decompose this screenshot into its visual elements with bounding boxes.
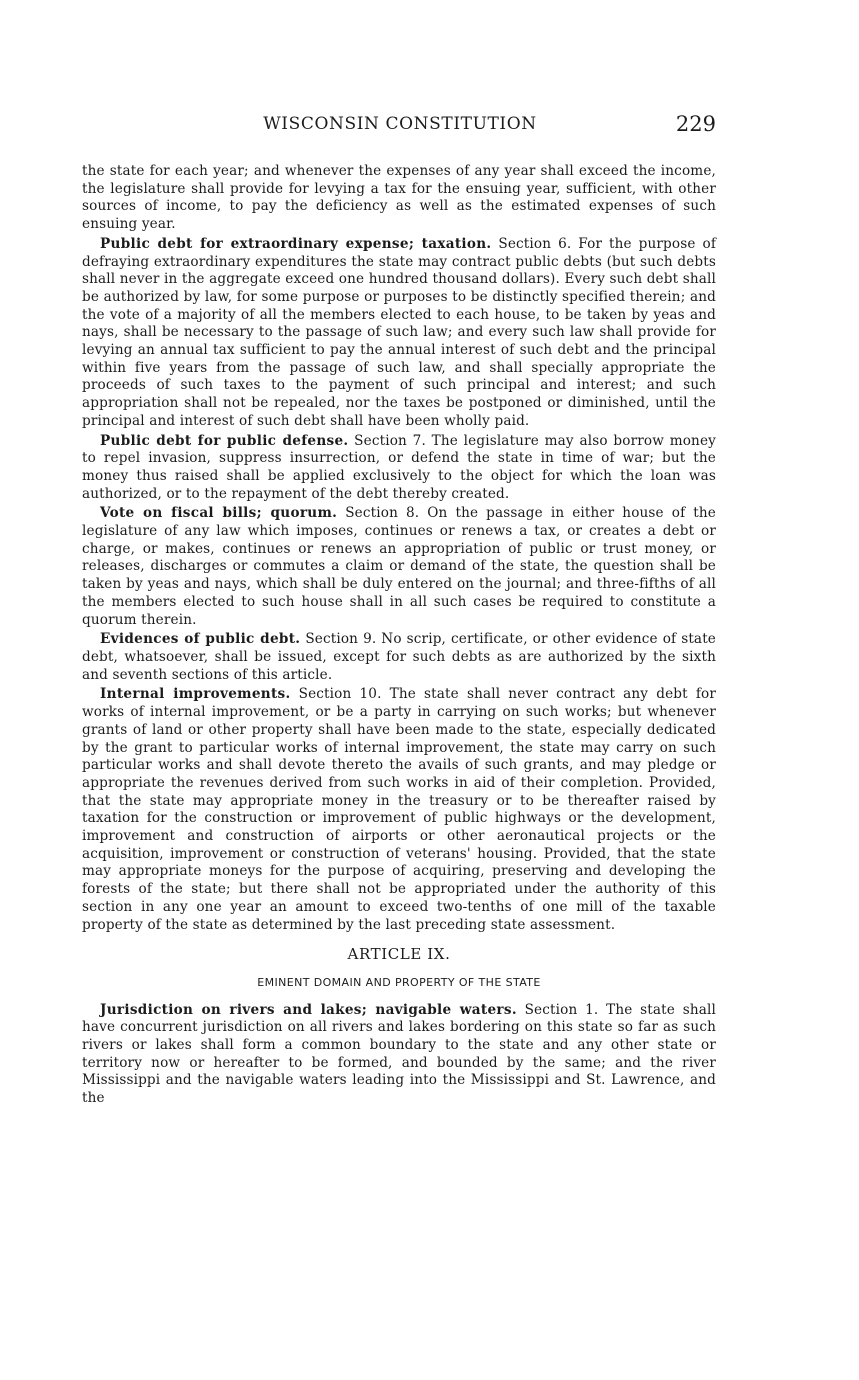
article-ix-section-1-heading: Jurisdiction on rivers and lakes; navigable waters. bbox=[100, 1001, 517, 1018]
page-number: 229 bbox=[675, 112, 716, 136]
section-7-heading: Public debt for public defense. bbox=[100, 432, 349, 449]
article-title: ARTICLE IX. bbox=[347, 945, 451, 964]
article-ix-section-1-paragraph bbox=[82, 1002, 716, 1108]
section-8-heading: Vote on fiscal bills; quorum. bbox=[100, 505, 338, 522]
page-header bbox=[84, 112, 716, 140]
article-subtitle: EMINENT DOMAIN AND PROPERTY OF THE STATE bbox=[257, 975, 541, 989]
article-ix-section-1-text: Section 1. The state shall have concurrent jurisdiction on all rivers and lakes bordering on this state so far as such rivers or lakes shall form a common boundary to the state and any other state or territory now or hereafter to be formed, and bounded by the same; and the river Mississippi and the navigable waters leading into the Mississippi and St. Lawrence, and the bbox=[82, 1001, 716, 1107]
section-8-text: Section 8. On the passage in either house of the legislature of any law which imposes, continues or renews a tax, or creates a debt or charge, or makes, continues or renews an appropriation of public or trust money, or releases, discharges or commutes a claim or demand of the state, the question shall be taken by yeas and nays, which shall be duly entered on the journal; and three-fifths of all the members elected to such house shall in all such cases be required to constitute a quorum therein. bbox=[82, 505, 716, 628]
paragraph-continuation bbox=[82, 163, 716, 234]
section-7-paragraph bbox=[82, 433, 716, 504]
paragraph-text: the state for each year; and whenever the expenses of any year shall exceed the income, the legislature shall provide for levying a tax for the ensuing year, sufficient, with other sources of income, to pay the deficiency as well as the estimated expenses of such ensuing year. bbox=[82, 163, 716, 233]
section-6-heading: Public debt for extraordinary expense; taxation. bbox=[100, 235, 492, 252]
section-9-text: Section 9. No scrip, certificate, or other evidence of state debt, whatsoever, shall be issued, except for such debts as are authorized by the sixth and seventh sections of this article. bbox=[82, 631, 716, 683]
section-8-paragraph bbox=[82, 505, 716, 629]
section-9-heading: Evidences of public debt. bbox=[100, 631, 301, 648]
section-6-paragraph bbox=[82, 236, 716, 431]
section-10-heading: Internal improvements. bbox=[100, 686, 291, 703]
body-text bbox=[82, 163, 716, 1110]
section-6-text: Section 6. For the purpose of defraying extraordinary expenditures the state may contract public debts (but such debts shall never in the aggregate exceed one hundred thousand dollars). Every such debt shall be authorized by law, for some purpose or purposes to be distinctly specified therein; and the vote of a majority of all the members elected to each house, to be taken by yeas and nays, shall be necessary to the passage of such law; and every such law shall provide for levying an annual tax sufficient to pay the annual interest of such debt and the principal within five years from the passage of such law, and shall specially appropriate the proceeds of such taxes to the payment of such principal and interest; and such appropriation shall not be repealed, nor the taxes be postponed or diminished, until the principal and interest of such debt shall have been wholly paid. bbox=[82, 235, 716, 429]
section-10-text: Section 10. The state shall never contract any debt for works of internal improvement, or be a party in carrying on such works; but whenever grants of land or other property shall have been made to the state, especially dedicated by the grant to particular works of internal improvement, the state may carry on such particular works and shall devote thereto the avails of such grants, and may pledge or appropriate the revenues derived from such works in aid of their completion. Provided, that the state may appropriate money in the treasury or to be thereafter raised by taxation for the construction or improvement of public highways or the development, improvement and construction of airports or other aeronautical projects or the acquisition, improvement or construction of veterans' housing. Provided, that the state may appropriate moneys for the purpose of acquiring, preserving and developing the forests of the state; but there shall not be appropriated under the authority of this section in any one year an amount to exceed two-tenths of one mill of the taxable property of the state as determined by the last preceding state assessment. bbox=[82, 686, 716, 933]
section-9-paragraph bbox=[82, 631, 716, 684]
section-10-paragraph bbox=[82, 686, 716, 934]
section-7-text: Section 7. The legislature may also borrow money to repel invasion, suppress insurrection, or defend the state in time of war; but the money thus raised shall be applied exclusively to the object for which the loan was authorized, or to the repayment of the debt thereby created. bbox=[82, 432, 716, 502]
running-title: WISCONSIN CONSTITUTION bbox=[263, 114, 537, 134]
